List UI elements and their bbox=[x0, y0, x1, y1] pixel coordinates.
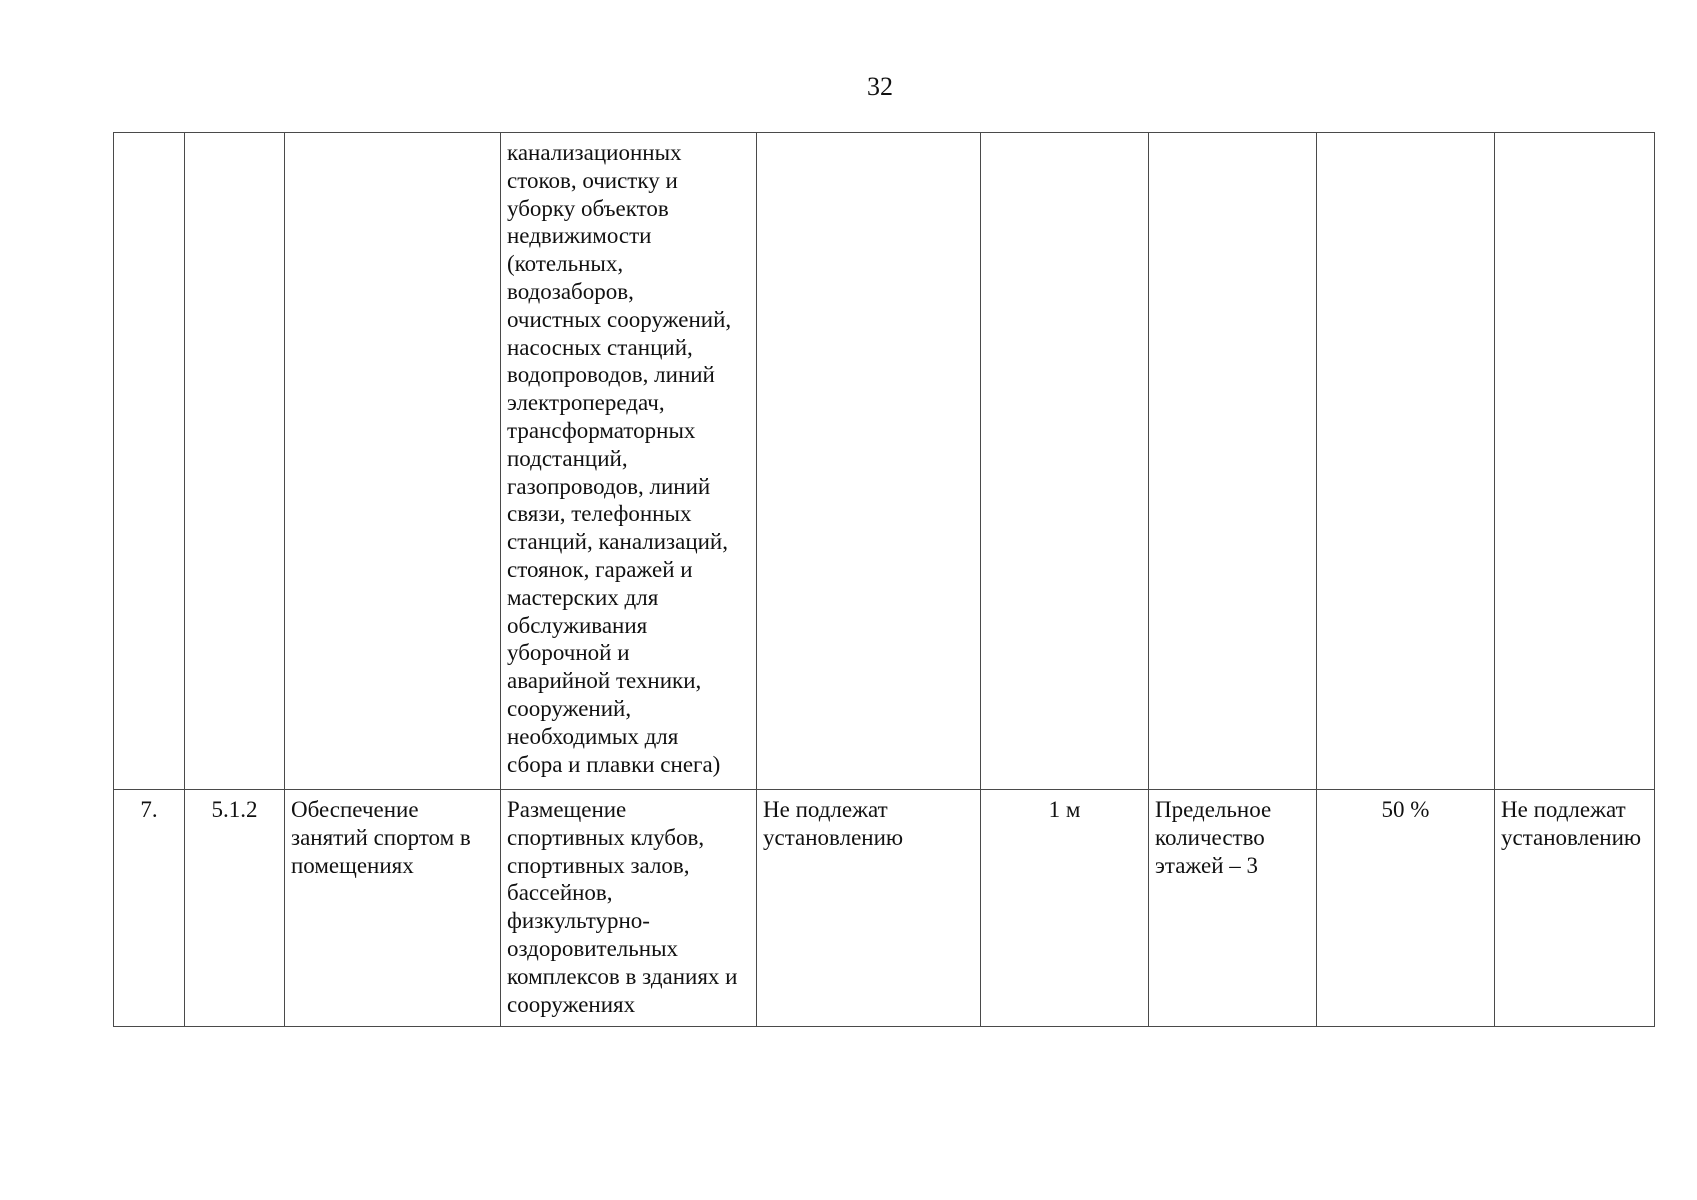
cell-other bbox=[1495, 790, 1655, 1027]
coverage-value: 50 % bbox=[1381, 797, 1430, 822]
regulations-table bbox=[113, 132, 1655, 1027]
description-line: комплексов в зданиях и bbox=[507, 963, 738, 989]
cell-number bbox=[114, 133, 185, 790]
cell-name bbox=[285, 790, 501, 1027]
description-line: спортивных клубов, bbox=[507, 824, 705, 850]
other-line: установлению bbox=[1501, 824, 1642, 850]
cell-min-size bbox=[757, 790, 981, 1027]
description-line: спортивных залов, bbox=[507, 852, 690, 878]
description-line: очистных сооружений, bbox=[507, 306, 732, 332]
description-line: недвижимости bbox=[507, 223, 652, 249]
cell-min-size bbox=[757, 133, 981, 790]
description-line: (котельных, bbox=[507, 251, 624, 277]
cell-description bbox=[501, 790, 757, 1027]
description-line: станций, канализаций, bbox=[507, 529, 728, 555]
cell-name bbox=[285, 133, 501, 790]
cell-description bbox=[501, 133, 757, 790]
description-line: сбора и плавки снега) bbox=[507, 751, 721, 777]
cell-floors bbox=[1149, 133, 1317, 790]
cell-floors bbox=[1149, 790, 1317, 1027]
description-line: аварийной техники, bbox=[507, 668, 702, 694]
cell-coverage bbox=[1317, 790, 1495, 1027]
table-row-continued bbox=[114, 133, 1655, 790]
description-line: стоков, очистку и bbox=[507, 167, 678, 193]
description-line: сооружений, bbox=[507, 695, 632, 721]
cell-number bbox=[114, 790, 185, 1027]
cell-setback bbox=[981, 790, 1149, 1027]
floors-line: этажей – 3 bbox=[1155, 852, 1259, 878]
description-line: уборочной и bbox=[507, 640, 630, 666]
description-line: физкультурно- bbox=[507, 908, 650, 934]
description-line: необходимых для bbox=[507, 723, 679, 749]
description-line: канализационных bbox=[507, 140, 682, 165]
description-line: трансформаторных bbox=[507, 417, 696, 443]
cell-setback bbox=[981, 133, 1149, 790]
description-line: бассейнов, bbox=[507, 880, 613, 906]
floors-line: количество bbox=[1155, 824, 1265, 850]
description-line: подстанций, bbox=[507, 445, 628, 471]
name-line: Обеспечение bbox=[291, 797, 419, 822]
description-line: стоянок, гаражей и bbox=[507, 556, 693, 582]
setback-value: 1 м bbox=[1048, 797, 1081, 822]
cell-code bbox=[185, 790, 285, 1027]
description-line: мастерских для bbox=[507, 584, 659, 610]
description-line: газопроводов, линий bbox=[507, 473, 711, 499]
description-line: обслуживания bbox=[507, 612, 648, 638]
table-row-7 bbox=[114, 790, 1655, 1027]
description-line: электропередач, bbox=[507, 390, 665, 416]
cell-code bbox=[185, 133, 285, 790]
min-size-line: Не подлежат bbox=[763, 797, 888, 822]
min-size-line: установлению bbox=[763, 824, 904, 850]
row-number: 7. bbox=[140, 797, 158, 822]
name-line: помещениях bbox=[291, 852, 414, 878]
description-line: водопроводов, линий bbox=[507, 362, 715, 388]
description-line: оздоровительных bbox=[507, 935, 679, 961]
description-line: связи, телефонных bbox=[507, 501, 692, 527]
other-line: Не подлежат bbox=[1501, 797, 1626, 822]
description-line: насосных станций, bbox=[507, 334, 693, 360]
cell-coverage bbox=[1317, 133, 1495, 790]
description-line: уборку объектов bbox=[507, 195, 669, 221]
description-line: сооружениях bbox=[507, 991, 636, 1017]
description-line: водозаборов, bbox=[507, 278, 634, 304]
floors-line: Предельное bbox=[1155, 797, 1272, 822]
description-line: Размещение bbox=[507, 797, 627, 822]
cell-other bbox=[1495, 133, 1655, 790]
row-code: 5.1.2 bbox=[211, 797, 258, 822]
name-line: занятий спортом в bbox=[291, 824, 471, 850]
page-number: 32 bbox=[867, 72, 893, 101]
